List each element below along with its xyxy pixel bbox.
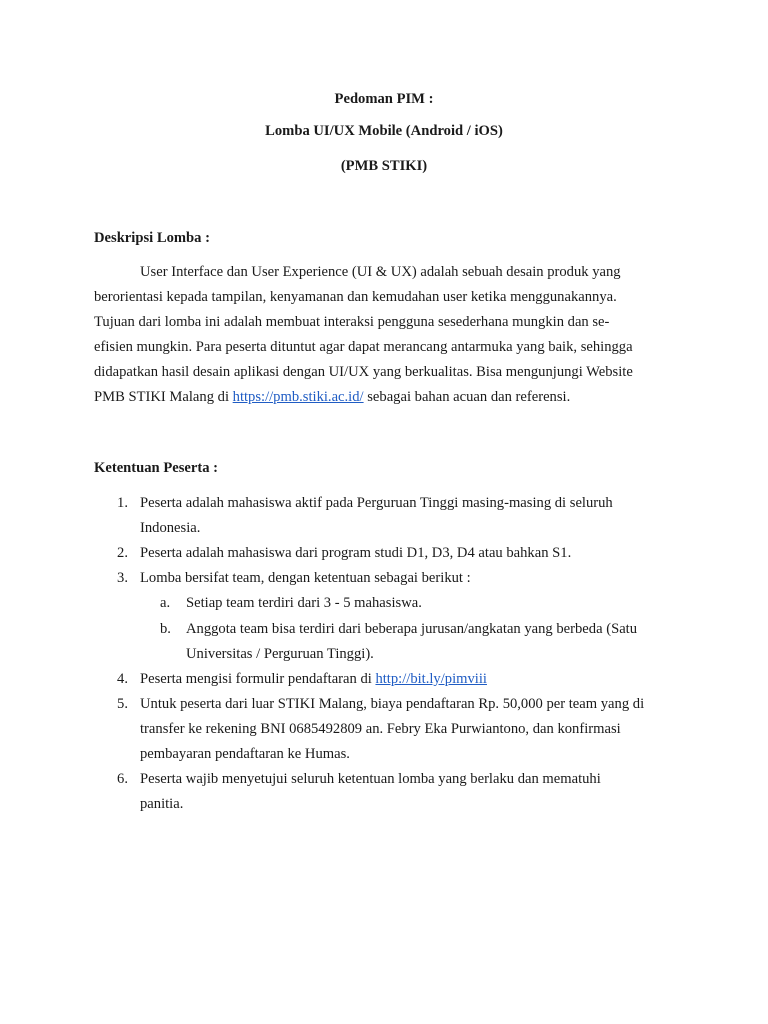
list-item-line: transfer ke rekening BNI 0685492809 an. Febry Eka Purwiantono, dan konfirmasi xyxy=(140,721,621,737)
deskripsi-line: efisien mungkin. Para peserta dituntut agar dapat merancang antarmuka yang baik, sehingga xyxy=(94,339,633,355)
list-number: 4. xyxy=(117,671,128,687)
list-item-line xyxy=(140,670,487,688)
sublist-item-line: Universitas / Perguruan Tinggi). xyxy=(186,646,374,662)
list-item-line: Peserta adalah mahasiswa aktif pada Perguruan Tinggi masing-masing di seluruh xyxy=(140,495,613,511)
sublist-letter: a. xyxy=(160,595,171,611)
list-number: 3. xyxy=(117,570,128,586)
deskripsi-line: Tujuan dari lomba ini adalah membuat interaksi pengguna sesederhana mungkin dan se- xyxy=(94,314,610,330)
sublist-item-line: Anggota team bisa terdiri dari beberapa jurusan/angkatan yang berbeda (Satu xyxy=(186,621,638,637)
list-item-line: Untuk peserta dari luar STIKI Malang, biaya pendaftaran Rp. 50,000 per team yang di xyxy=(140,696,645,712)
doc-subtitle-org: (PMB STIKI) xyxy=(340,158,428,174)
list-item-line: Peserta adalah mahasiswa dari program studi D1, D3, D4 atau bahkan S1. xyxy=(140,545,572,561)
deskripsi-line-last xyxy=(94,388,570,406)
list-item-line: Lomba bersifat team, dengan ketentuan sebagai berikut : xyxy=(140,570,471,586)
list-item-line: pembayaran pendaftaran ke Humas. xyxy=(140,746,350,762)
doc-title: Pedoman PIM : xyxy=(334,91,434,107)
list-item-text: Peserta mengisi formulir pendaftaran di xyxy=(140,671,376,687)
deskripsi-text: PMB STIKI Malang di xyxy=(94,389,233,405)
list-number: 5. xyxy=(117,696,128,712)
list-item-line: Indonesia. xyxy=(140,520,201,536)
deskripsi-heading: Deskripsi Lomba : xyxy=(94,230,210,246)
list-item-line: panitia. xyxy=(140,796,184,812)
registration-form-link[interactable]: http://bit.ly/pimviii xyxy=(375,671,487,687)
deskripsi-text: sebagai bahan acuan dan referensi. xyxy=(363,389,571,405)
list-number: 1. xyxy=(117,495,128,511)
ketentuan-heading: Ketentuan Peserta : xyxy=(94,460,219,476)
list-item-line: Peserta wajib menyetujui seluruh ketentuan lomba yang berlaku dan mematuhi xyxy=(140,771,601,787)
list-number: 2. xyxy=(117,545,128,561)
doc-subtitle: Lomba UI/UX Mobile (Android / iOS) xyxy=(265,123,503,139)
sublist-item-line: Setiap team terdiri dari 3 - 5 mahasiswa. xyxy=(186,595,422,611)
list-number: 6. xyxy=(117,771,128,787)
pmb-website-link[interactable]: https://pmb.stiki.ac.id/ xyxy=(232,389,364,405)
deskripsi-line: didapatkan hasil desain aplikasi dengan UI/UX yang berkualitas. Bisa mengunjungi Website xyxy=(94,364,633,380)
deskripsi-line: User Interface dan User Experience (UI & UX) adalah sebuah desain produk yang xyxy=(140,264,621,280)
deskripsi-line: berorientasi kepada tampilan, kenyamanan dan kemudahan user ketika menggunakannya. xyxy=(94,289,617,305)
sublist-letter: b. xyxy=(160,621,171,637)
